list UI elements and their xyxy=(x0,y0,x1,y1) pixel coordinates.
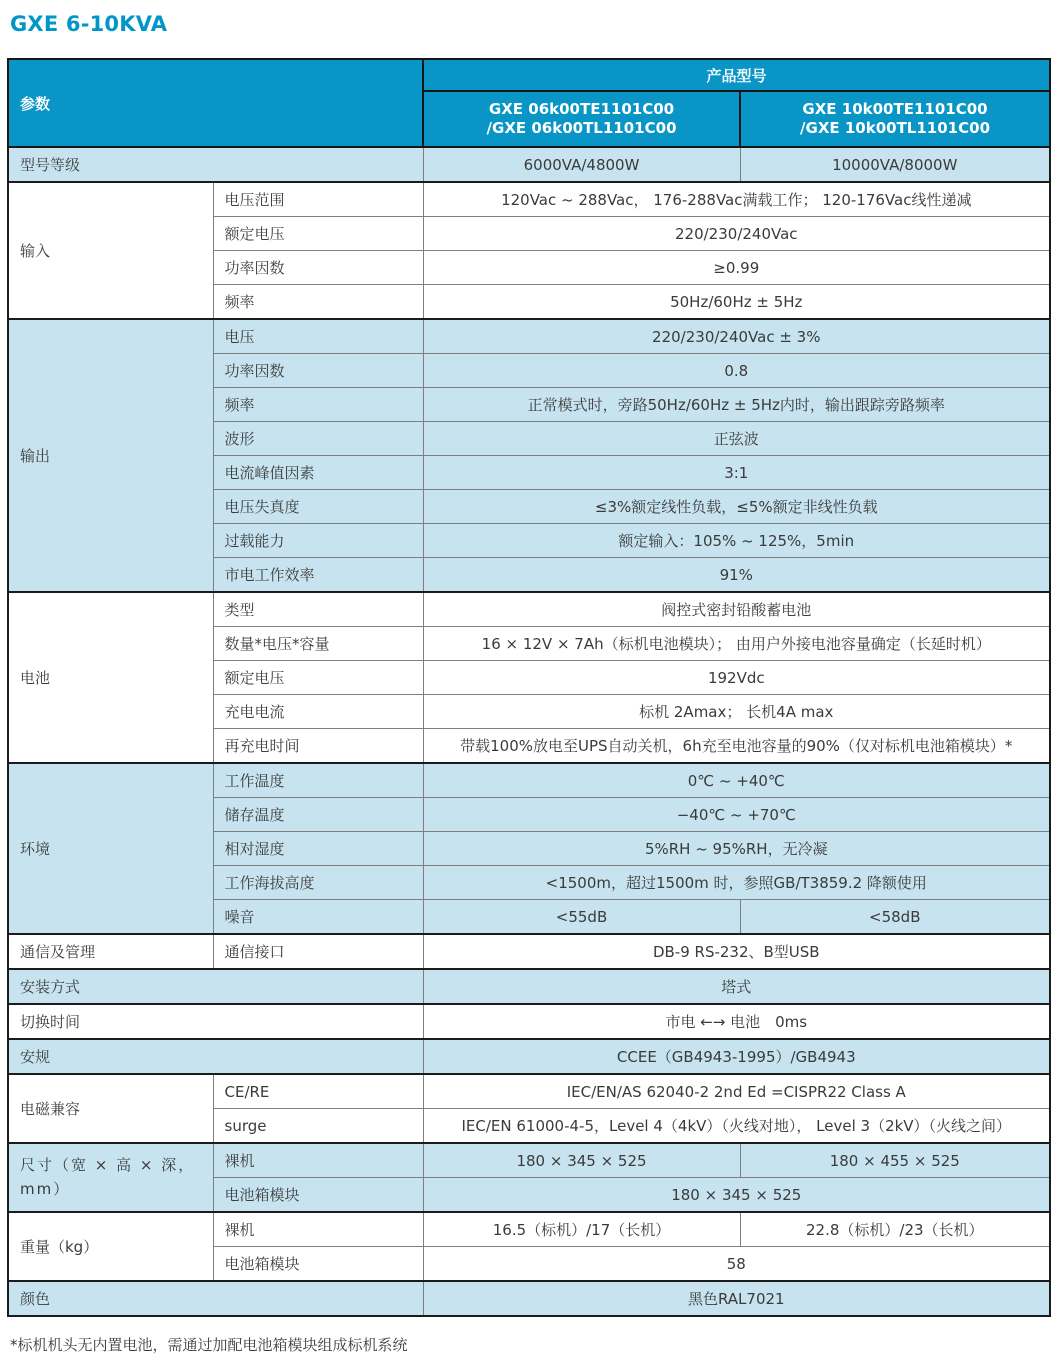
row-model-grade xyxy=(8,147,1050,182)
group-label-comms: 通信及管理 xyxy=(8,934,213,969)
product1-model-line1: GXE 06k00TE1101C00 xyxy=(488,99,675,118)
spec-value: 120Vac ~ 288Vac， 176-288Vac满载工作； 120-176Vac线性递减 xyxy=(423,182,1050,217)
row-env-operating-temp xyxy=(8,763,1050,798)
spec-label: 电池箱模块 xyxy=(213,1178,423,1213)
product2-model-line2: /GXE 10k00TL1101C00 xyxy=(800,119,990,137)
model-grade-value-2: 10000VA/8000W xyxy=(740,147,1050,182)
dimensions-bare-value-1: 180 × 345 × 525 xyxy=(423,1143,740,1178)
spec-value: 正常模式时，旁路50Hz/60Hz ± 5Hz内时，输出跟踪旁路频率 xyxy=(423,388,1050,422)
row-dimensions-bare xyxy=(8,1143,1050,1178)
safety-label: 安规 xyxy=(8,1039,423,1074)
color-value: 黑色RAL7021 xyxy=(423,1281,1050,1316)
spec-label: 功率因数 xyxy=(213,354,423,388)
spec-label: 裸机 xyxy=(213,1143,423,1178)
group-label-weight: 重量（kg） xyxy=(8,1212,213,1281)
spec-value: 220/230/240Vac ± 3% xyxy=(423,319,1050,354)
transfer-value: 市电 ←→ 电池 0ms xyxy=(423,1004,1050,1039)
spec-label: 类型 xyxy=(213,592,423,627)
spec-label: 工作温度 xyxy=(213,763,423,798)
product2-model-line1: GXE 10k00TE1101C00 xyxy=(802,99,988,118)
row-color xyxy=(8,1281,1050,1316)
group-label-dimensions: 尺寸（宽 × 高 × 深，mm） xyxy=(8,1143,213,1212)
safety-value: CCEE（GB4943-1995）/GB4943 xyxy=(423,1039,1050,1074)
spec-label: 再充电时间 xyxy=(213,729,423,764)
row-safety xyxy=(8,1039,1050,1074)
row-input-voltage-range xyxy=(8,182,1050,217)
spec-value: IEC/EN 61000-4-5，Level 4（4kV）（火线对地）， Level 3（2kV）（火线之间） xyxy=(423,1109,1050,1144)
group-label-battery: 电池 xyxy=(8,592,213,763)
product1-model-line2: /GXE 06k00TL1101C00 xyxy=(486,119,677,137)
model-grade-label: 型号等级 xyxy=(8,147,423,182)
weight-bare-value-2: 22.8（标机）/23（长机） xyxy=(740,1212,1050,1247)
spec-label: 噪音 xyxy=(213,900,423,935)
product2-model-cell xyxy=(740,91,1050,147)
param-header-cell: 参数 xyxy=(8,59,423,147)
spec-value: −40℃ ~ +70℃ xyxy=(423,798,1050,832)
spec-value: 180 × 345 × 525 xyxy=(423,1178,1050,1213)
spec-label: 波形 xyxy=(213,422,423,456)
spec-table-header xyxy=(8,59,1050,147)
color-label: 颜色 xyxy=(8,1281,423,1316)
dimensions-bare-value-2: 180 × 455 × 525 xyxy=(740,1143,1050,1178)
spec-value: 带载100%放电至UPS自动关机，6h充至电池容量的90%（仅对标机电池箱模块）* xyxy=(423,729,1050,764)
spec-value: <1500m，超过1500m 时，参照GB/T3859.2 降额使用 xyxy=(423,866,1050,900)
spec-value: IEC/EN/AS 62040-2 2nd Ed =CISPR22 Class A xyxy=(423,1074,1050,1109)
spec-label: 电压 xyxy=(213,319,423,354)
product-group-header-cell: 产品型号 xyxy=(423,59,1050,91)
weight-bare-value-1: 16.5（标机）/17（长机） xyxy=(423,1212,740,1247)
spec-label: 频率 xyxy=(213,388,423,422)
spec-label: 频率 xyxy=(213,285,423,320)
spec-value: 3:1 xyxy=(423,456,1050,490)
spec-value: 0.8 xyxy=(423,354,1050,388)
transfer-label: 切换时间 xyxy=(8,1004,423,1039)
row-output-voltage xyxy=(8,319,1050,354)
row-install-type xyxy=(8,969,1050,1004)
spec-table xyxy=(7,58,1051,1317)
group-label-environment: 环境 xyxy=(8,763,213,934)
product1-model-cell xyxy=(423,91,740,147)
spec-value: 0℃ ~ +40℃ xyxy=(423,763,1050,798)
spec-label: 额定电压 xyxy=(213,217,423,251)
spec-label: 充电电流 xyxy=(213,695,423,729)
spec-label: 电压范围 xyxy=(213,182,423,217)
spec-label: 通信接口 xyxy=(213,934,423,969)
header-row-product-group xyxy=(8,59,1050,91)
row-emc-cere xyxy=(8,1074,1050,1109)
model-grade-value-1: 6000VA/4800W xyxy=(423,147,740,182)
spec-value: ≥0.99 xyxy=(423,251,1050,285)
spec-value: 91% xyxy=(423,558,1050,593)
install-label: 安装方式 xyxy=(8,969,423,1004)
spec-value: 16 × 12V × 7Ah（标机电池模块）； 由用户外接电池容量确定（长延时机） xyxy=(423,627,1050,661)
group-label-input: 输入 xyxy=(8,182,213,319)
spec-value: 58 xyxy=(423,1247,1050,1282)
group-label-output: 输出 xyxy=(8,319,213,592)
page-title: GXE 6-10KVA xyxy=(10,12,168,36)
spec-value: DB-9 RS-232、B型USB xyxy=(423,934,1050,969)
spec-value: 5%RH ~ 95%RH，无冷凝 xyxy=(423,832,1050,866)
spec-label: CE/RE xyxy=(213,1074,423,1109)
spec-label: 裸机 xyxy=(213,1212,423,1247)
footnote: *标机机头无内置电池，需通过加配电池箱模块组成标机系统 xyxy=(10,1336,408,1354)
spec-value: 192Vdc xyxy=(423,661,1050,695)
spec-label: 工作海拔高度 xyxy=(213,866,423,900)
spec-value: 50Hz/60Hz ± 5Hz xyxy=(423,285,1050,320)
spec-label: 电流峰值因素 xyxy=(213,456,423,490)
group-label-emc: 电磁兼容 xyxy=(8,1074,213,1143)
spec-value: 正弦波 xyxy=(423,422,1050,456)
spec-label: 储存温度 xyxy=(213,798,423,832)
noise-value-1: <55dB xyxy=(423,900,740,935)
spec-value: 标机 2Amax； 长机4A max xyxy=(423,695,1050,729)
row-transfer-time xyxy=(8,1004,1050,1039)
spec-label: 额定电压 xyxy=(213,661,423,695)
row-weight-bare xyxy=(8,1212,1050,1247)
install-value: 塔式 xyxy=(423,969,1050,1004)
row-comms-interface xyxy=(8,934,1050,969)
spec-label: 数量*电压*容量 xyxy=(213,627,423,661)
spec-label: 过载能力 xyxy=(213,524,423,558)
spec-value: 阀控式密封铅酸蓄电池 xyxy=(423,592,1050,627)
spec-label: surge xyxy=(213,1109,423,1144)
row-battery-type xyxy=(8,592,1050,627)
spec-label: 电池箱模块 xyxy=(213,1247,423,1282)
spec-label: 市电工作效率 xyxy=(213,558,423,593)
spec-label: 电压失真度 xyxy=(213,490,423,524)
spec-value: 220/230/240Vac xyxy=(423,217,1050,251)
noise-value-2: <58dB xyxy=(740,900,1050,935)
spec-value: 额定输入：105% ~ 125%，5min xyxy=(423,524,1050,558)
spec-value: ≤3%额定线性负载，≤5%额定非线性负载 xyxy=(423,490,1050,524)
spec-label: 相对湿度 xyxy=(213,832,423,866)
spec-label: 功率因数 xyxy=(213,251,423,285)
